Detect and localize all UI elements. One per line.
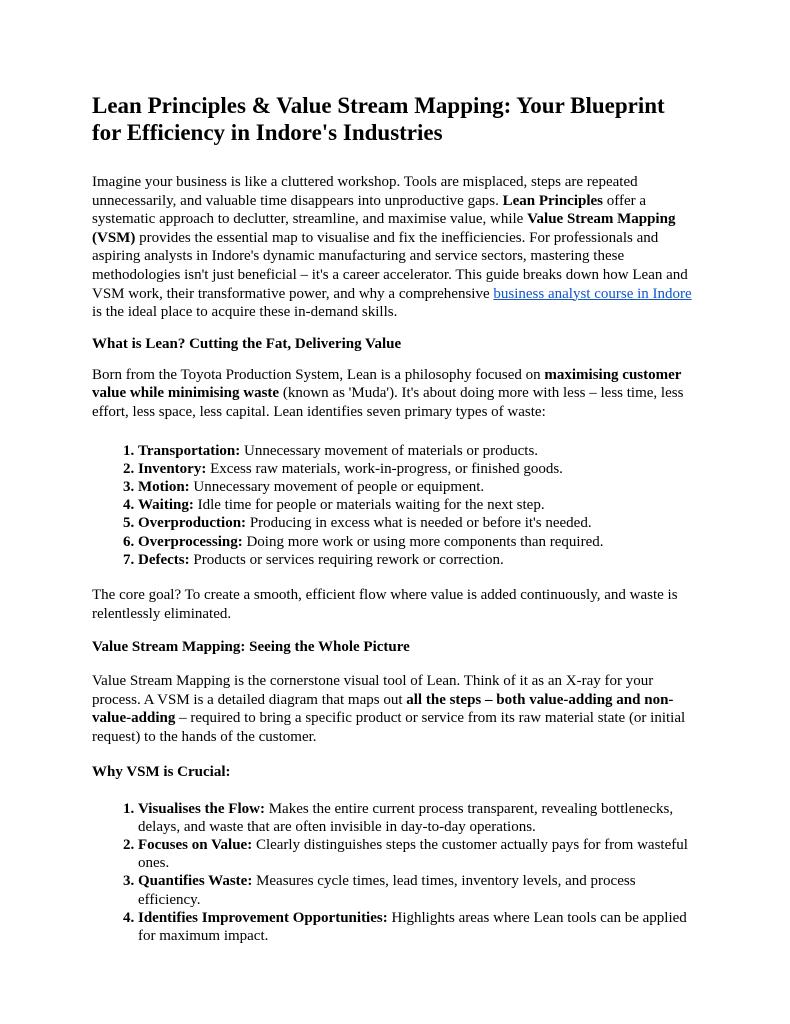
waste-term: Motion: [138, 478, 190, 495]
why-list-item [138, 909, 695, 945]
why-list-item [138, 800, 695, 836]
waste-list-item [138, 551, 695, 569]
waste-list-item [138, 460, 695, 478]
waste-term: Overprocessing: [138, 533, 243, 550]
waste-desc: Idle time for people or materials waiting for the next step. [193, 497, 545, 514]
waste-desc: Unnecessary movement of materials or products. [240, 442, 539, 459]
why-term: Visualises the Flow: [138, 800, 265, 817]
waste-term: Overproduction: [138, 515, 247, 532]
waste-desc: Products or services requiring rework or correction. [189, 551, 504, 568]
vsm-text-2: – required to bring a specific product or service from its raw material state (or initial request) to the hands of the customer. [92, 710, 686, 745]
waste-desc: Producing in excess what is needed or before it's needed. [246, 515, 592, 532]
waste-list-item [138, 496, 695, 514]
page-title: Lean Principles & Value Stream Mapping: Your Blueprint for Efficiency in Indore's Industries [92, 93, 665, 145]
intro-text-1: Imagine your business is like a cluttered workshop. Tools are misplaced, steps are repeated unnecessarily, and valuable time disappears into unproductive gaps. [92, 174, 638, 209]
intro-bold-lean-principles: Lean Principles [502, 192, 603, 209]
waste-types-list [92, 442, 695, 569]
why-desc: Highlights areas where Lean tools can be applied for maximum impact. [138, 909, 687, 944]
waste-desc: Unnecessary movement of people or equipment. [189, 478, 485, 495]
why-list-item [138, 872, 695, 908]
why-term: Focuses on Value: [138, 836, 253, 853]
vsm-bold-text: all the steps – both value-adding and non-value-adding [92, 691, 674, 727]
why-desc: Makes the entire current process transparent, revealing bottlenecks, delays, and waste that are often invisible in day-to-day operations. [138, 800, 674, 835]
vsm-section-heading: Value Stream Mapping: Seeing the Whole Picture [92, 639, 410, 656]
waste-term: Waiting: [138, 497, 194, 514]
waste-term: Inventory: [138, 460, 207, 477]
waste-list-item [138, 514, 695, 532]
business-analyst-course-link[interactable]: business analyst course in Indore [493, 285, 692, 302]
why-desc: Clearly distinguishes steps the customer actually pays for from wasteful ones. [138, 836, 688, 872]
waste-term: Transportation: [138, 442, 241, 459]
vsm-text-1: Value Stream Mapping is the cornerstone visual tool of Lean. Think of it as an X-ray for your process. A VSM is a detailed diagram that maps out [92, 673, 654, 708]
intro-text-2: offer a systematic approach to declutter, streamline, and maximise value, while [92, 192, 647, 228]
waste-list-item [138, 533, 695, 551]
waste-list-item [138, 442, 695, 460]
core-goal-paragraph: The core goal? To create a smooth, efficient flow where value is added continuously, and waste is relentlessly eliminated. [92, 586, 678, 622]
lean-paragraph [92, 366, 695, 422]
why-term: Identifies Improvement Opportunities: [138, 909, 388, 926]
lean-bold-text: maximising customer value while minimising waste [92, 366, 682, 402]
intro-paragraph [92, 173, 695, 322]
why-list-item [138, 836, 695, 872]
why-vsm-heading: Why VSM is Crucial: [92, 763, 231, 780]
waste-term: Defects: [138, 551, 190, 568]
vsm-paragraph [92, 672, 695, 746]
intro-text-3: provides the essential map to visualise and fix the inefficiencies. For professionals and aspiring analysts in Indore's dynamic manufacturing and service sectors, mastering these methodologies isn't just beneficial – it's a career accelerator. This guide breaks down how Lean and VSM work, their transformative power, and why a comprehensive [92, 229, 688, 302]
intro-text-4: is the ideal place to acquire these in-demand skills. [92, 304, 398, 321]
why-term: Quantifies Waste: [138, 873, 253, 890]
waste-list-item [138, 478, 695, 496]
intro-bold-vsm: Value Stream Mapping (VSM) [92, 211, 676, 246]
waste-desc: Doing more work or using more components than required. [242, 533, 604, 550]
lean-text-1: Born from the Toyota Production System, Lean is a philosophy focused on [92, 366, 545, 383]
lean-section-heading: What is Lean? Cutting the Fat, Delivering Value [92, 335, 402, 352]
why-vsm-list [92, 800, 695, 946]
waste-desc: Excess raw materials, work-in-progress, or finished goods. [206, 460, 563, 477]
lean-text-2: (known as 'Muda'). It's about doing more with less – less time, less effort, less space, less capital. Lean identifies seven primary types of waste: [92, 385, 684, 420]
why-desc: Measures cycle times, lead times, inventory levels, and process efficiency. [138, 873, 636, 908]
